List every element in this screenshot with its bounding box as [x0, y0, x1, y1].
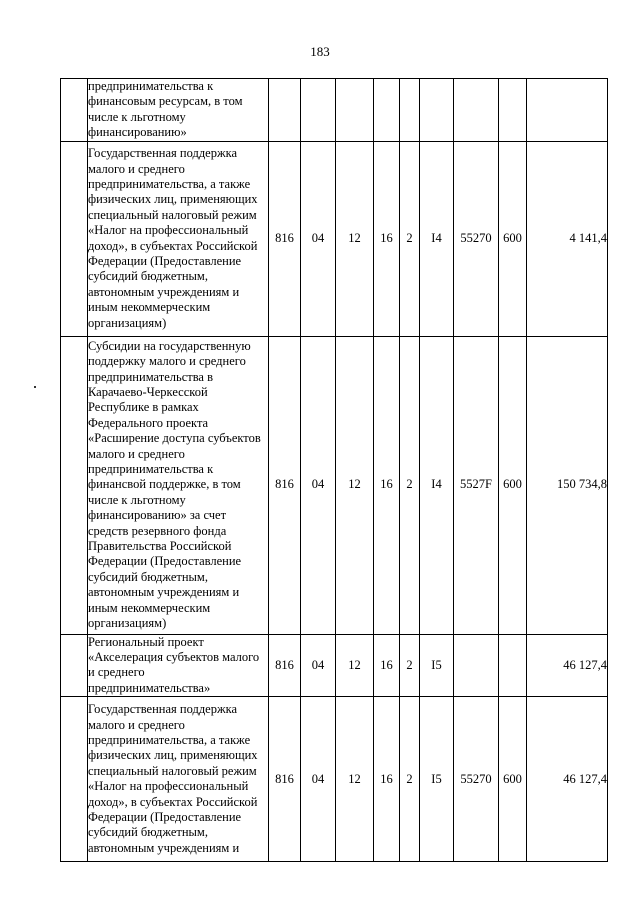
cell-direction	[454, 79, 499, 142]
table-row	[61, 697, 608, 862]
row-description: Региональный проект «Акселерация субъектов малого и среднего предпринимательства»	[88, 634, 269, 697]
cell-amount: 46 127,4	[527, 634, 608, 697]
cell-ministry: 816	[269, 634, 301, 697]
row-description: предпринимательства к финансовым ресурсам, в том числе к льготному финансированию»	[88, 79, 269, 142]
cell-project: I5	[420, 697, 454, 862]
cell-project	[420, 79, 454, 142]
cell-expense-type: 600	[499, 141, 527, 336]
cell-direction: 55270	[454, 141, 499, 336]
cell-section: 04	[301, 336, 336, 634]
scan-mark	[34, 386, 36, 388]
cell-ministry: 816	[269, 697, 301, 862]
row-description: Государственная поддержка малого и среднего предпринимательства, а также физических лиц, применяющих специальный налоговый режим «Налог на профессиональный доход», в субъектах Российской Федерации (Предоставление субсидий бюджетным, автономным учреждениям и иным некоммерческим организациям)	[88, 141, 269, 336]
cell-amount: 150 734,8	[527, 336, 608, 634]
cell-program: 16	[374, 336, 400, 634]
cell-direction: 55270	[454, 697, 499, 862]
cell-amount	[527, 79, 608, 142]
row-description: Государственная поддержка малого и среднего предпринимательства, а также физических лиц, применяющих специальный налоговый режим «Налог на профессиональный доход», в субъектах Российской Федерации (Предоставление субсидий бюджетным, автономным учреждениям и	[88, 697, 269, 862]
empty-cell	[61, 141, 88, 336]
cell-subprogram: 2	[400, 634, 420, 697]
cell-ministry: 816	[269, 336, 301, 634]
cell-subprogram: 2	[400, 141, 420, 336]
cell-subsection: 12	[336, 634, 374, 697]
empty-cell	[61, 634, 88, 697]
empty-cell	[61, 79, 88, 142]
cell-section: 04	[301, 141, 336, 336]
cell-section	[301, 79, 336, 142]
table-row	[61, 634, 608, 697]
page-number: 183	[310, 44, 330, 59]
cell-program: 16	[374, 634, 400, 697]
cell-ministry	[269, 79, 301, 142]
cell-program: 16	[374, 697, 400, 862]
cell-subsection: 12	[336, 141, 374, 336]
cell-expense-type: 600	[499, 697, 527, 862]
cell-direction: 5527F	[454, 336, 499, 634]
empty-cell	[61, 697, 88, 862]
cell-subsection	[336, 79, 374, 142]
cell-ministry: 816	[269, 141, 301, 336]
cell-project: I4	[420, 141, 454, 336]
cell-amount: 4 141,4	[527, 141, 608, 336]
cell-subprogram: 2	[400, 697, 420, 862]
table-row	[61, 141, 608, 336]
cell-project: I5	[420, 634, 454, 697]
cell-direction	[454, 634, 499, 697]
table-row	[61, 79, 608, 142]
cell-project: I4	[420, 336, 454, 634]
cell-subprogram: 2	[400, 336, 420, 634]
cell-amount: 46 127,4	[527, 697, 608, 862]
budget-table	[60, 78, 608, 862]
cell-subsection: 12	[336, 697, 374, 862]
empty-cell	[61, 336, 88, 634]
cell-program: 16	[374, 141, 400, 336]
cell-subsection: 12	[336, 336, 374, 634]
table-row	[61, 336, 608, 634]
cell-program	[374, 79, 400, 142]
cell-expense-type: 600	[499, 336, 527, 634]
cell-subprogram	[400, 79, 420, 142]
cell-expense-type	[499, 634, 527, 697]
row-description: Субсидии на государственную поддержку малого и среднего предпринимательства в Карачаево-Черкесской Республике в рамках Федерального проекта «Расширение доступа субъектов малого и среднего предпринимательства к финансвой поддержке, в том числе к льготному финансированию» за счет средств резервного фонда Правительства Российской Федерации (Предоставление субсидий бюджетным, автономным учреждениям и иным некоммерческим организациям)	[88, 336, 269, 634]
cell-section: 04	[301, 697, 336, 862]
cell-expense-type	[499, 79, 527, 142]
cell-section: 04	[301, 634, 336, 697]
